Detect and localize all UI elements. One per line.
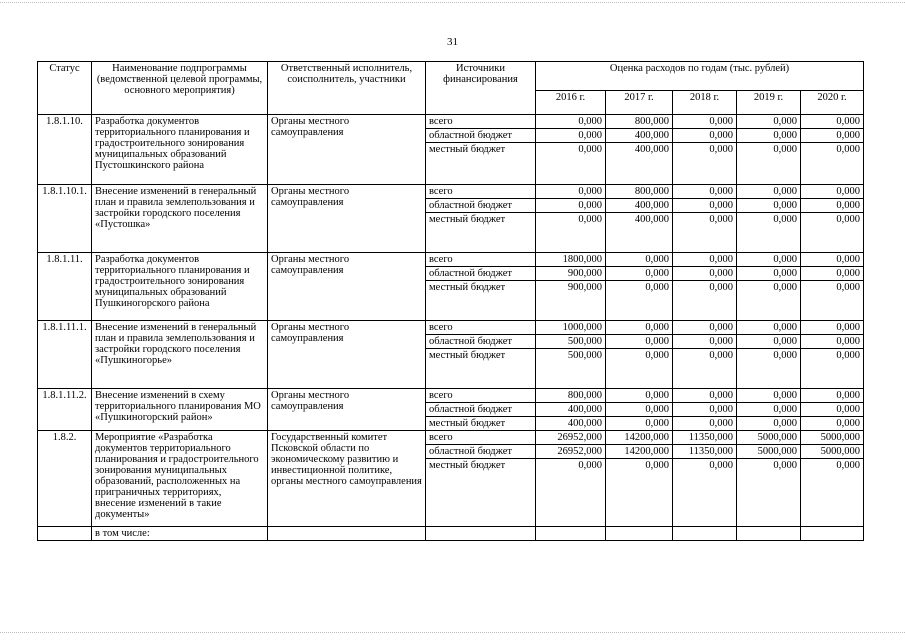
row-value: 900,000 <box>536 281 606 321</box>
row-value: 800,000 <box>536 389 606 403</box>
row-value: 0,000 <box>737 459 801 527</box>
page-number: 31 <box>447 36 458 48</box>
row-value: 0,000 <box>801 199 864 213</box>
row-value: 0,000 <box>673 417 737 431</box>
row-value: 0,000 <box>606 321 673 335</box>
row-value: 0,000 <box>606 389 673 403</box>
row-value: 0,000 <box>801 389 864 403</box>
row-source: областной бюджет <box>426 199 536 213</box>
row-value: 0,000 <box>737 389 801 403</box>
row-value: 0,000 <box>606 417 673 431</box>
table-body <box>38 115 864 541</box>
row-source: местный бюджет <box>426 459 536 527</box>
scan-top-edge <box>0 2 905 3</box>
row-value: 0,000 <box>801 321 864 335</box>
row-value: 0,000 <box>673 281 737 321</box>
row-source: местный бюджет <box>426 349 536 389</box>
row-executor: Органы местного самоуправления <box>268 185 426 253</box>
row-value: 0,000 <box>737 115 801 129</box>
table-row <box>38 253 864 267</box>
table-row <box>38 389 864 403</box>
row-value: 0,000 <box>801 185 864 199</box>
row-value: 0,000 <box>673 213 737 253</box>
row-value: 0,000 <box>801 115 864 129</box>
row-value: 0,000 <box>536 143 606 185</box>
row-value: 0,000 <box>606 253 673 267</box>
row-value: 0,000 <box>536 185 606 199</box>
row-name: Разработка документов территориального планирования и градостроительного зонирования муниципальных образований Пустошкинского района <box>92 115 268 185</box>
row-value: 0,000 <box>673 115 737 129</box>
header-year-2017: 2017 г. <box>606 90 673 114</box>
row-value: 0,000 <box>801 335 864 349</box>
row-value: 0,000 <box>801 349 864 389</box>
row-value: 0,000 <box>801 459 864 527</box>
row-value: 0,000 <box>737 267 801 281</box>
row-value: 0,000 <box>673 403 737 417</box>
header-sources: Источники финансирования <box>426 62 536 115</box>
empty-cell <box>606 527 673 541</box>
scan-bottom-edge <box>0 632 905 633</box>
header-name: Наименование подпрограммы (ведомственной целевой программы, основного мероприятия) <box>92 62 268 115</box>
row-value: 0,000 <box>737 335 801 349</box>
row-value: 400,000 <box>606 143 673 185</box>
row-value: 0,000 <box>673 459 737 527</box>
row-value: 0,000 <box>673 335 737 349</box>
row-value: 900,000 <box>536 267 606 281</box>
row-value: 26952,000 <box>536 431 606 445</box>
empty-cell <box>536 527 606 541</box>
row-value: 0,000 <box>801 281 864 321</box>
empty-cell <box>737 527 801 541</box>
row-value: 0,000 <box>536 459 606 527</box>
empty-cell <box>38 527 92 541</box>
row-value: 0,000 <box>536 199 606 213</box>
row-value: 0,000 <box>801 417 864 431</box>
table-row <box>38 115 864 129</box>
row-value: 0,000 <box>673 129 737 143</box>
row-value: 0,000 <box>801 129 864 143</box>
row-value: 0,000 <box>737 199 801 213</box>
row-source: областной бюджет <box>426 445 536 459</box>
row-value: 1800,000 <box>536 253 606 267</box>
row-value: 0,000 <box>801 403 864 417</box>
row-value: 14200,000 <box>606 445 673 459</box>
row-value: 0,000 <box>673 199 737 213</box>
row-value: 0,000 <box>606 281 673 321</box>
table-row <box>38 185 864 199</box>
row-value: 0,000 <box>673 321 737 335</box>
row-source: областной бюджет <box>426 129 536 143</box>
row-value: 0,000 <box>606 459 673 527</box>
header-executor: Ответственный исполнитель, соисполнитель, участники <box>268 62 426 115</box>
budget-table <box>37 61 864 541</box>
row-value: 5000,000 <box>801 445 864 459</box>
row-value: 0,000 <box>801 143 864 185</box>
row-executor: Органы местного самоуправления <box>268 253 426 321</box>
row-executor: Государственный комитет Псковской области по экономическому развитию и инвестиционной политике, органы местного самоуправления <box>268 431 426 527</box>
table-row <box>38 321 864 335</box>
row-source: всего <box>426 389 536 403</box>
row-value: 0,000 <box>737 253 801 267</box>
row-value: 0,000 <box>536 115 606 129</box>
row-value: 400,000 <box>606 213 673 253</box>
row-value: 0,000 <box>606 335 673 349</box>
row-name: Мероприятие «Разработка документов территориального планирования и градостроительного зонирования муниципальных образований, расположенных на приграничных территориях, внесение изменений в такие документы» <box>92 431 268 527</box>
row-value: 0,000 <box>606 403 673 417</box>
row-value: 0,000 <box>801 253 864 267</box>
row-value: 0,000 <box>536 129 606 143</box>
row-value: 0,000 <box>673 143 737 185</box>
row-value: 0,000 <box>673 389 737 403</box>
row-name: Внесение изменений в схему территориального планирования МО «Пушкиногорский район» <box>92 389 268 431</box>
row-source: областной бюджет <box>426 267 536 281</box>
row-source: всего <box>426 321 536 335</box>
empty-cell <box>426 527 536 541</box>
row-value: 0,000 <box>801 267 864 281</box>
row-value: 11350,000 <box>673 431 737 445</box>
table-row <box>38 431 864 445</box>
row-status: 1.8.1.11.2. <box>38 389 92 431</box>
row-value: 1000,000 <box>536 321 606 335</box>
header-year-2020: 2020 г. <box>801 90 864 114</box>
continuation-label: в том числе: <box>92 527 268 541</box>
row-name: Внесение изменений в генеральный план и правила землепользования и застройки городского поселения «Пушкиногорье» <box>92 321 268 389</box>
row-value: 0,000 <box>801 213 864 253</box>
row-name: Разработка документов территориального планирования и градостроительного зонирования муниципальных образований Пушкиногорского района <box>92 253 268 321</box>
row-value: 400,000 <box>606 199 673 213</box>
row-source: всего <box>426 253 536 267</box>
row-status: 1.8.1.11. <box>38 253 92 321</box>
header-year-2019: 2019 г. <box>737 90 801 114</box>
row-value: 800,000 <box>606 185 673 199</box>
row-value: 0,000 <box>737 349 801 389</box>
row-source: всего <box>426 115 536 129</box>
empty-cell <box>801 527 864 541</box>
row-value: 0,000 <box>673 185 737 199</box>
row-source: областной бюджет <box>426 403 536 417</box>
row-value: 11350,000 <box>673 445 737 459</box>
row-source: местный бюджет <box>426 143 536 185</box>
row-value: 0,000 <box>606 349 673 389</box>
row-value: 5000,000 <box>737 431 801 445</box>
row-source: местный бюджет <box>426 213 536 253</box>
row-value: 400,000 <box>606 129 673 143</box>
row-value: 400,000 <box>536 403 606 417</box>
row-status: 1.8.1.10.1. <box>38 185 92 253</box>
row-status: 1.8.2. <box>38 431 92 527</box>
row-source: всего <box>426 431 536 445</box>
row-executor: Органы местного самоуправления <box>268 389 426 431</box>
row-status: 1.8.1.10. <box>38 115 92 185</box>
row-value: 0,000 <box>737 143 801 185</box>
row-value: 0,000 <box>673 253 737 267</box>
row-value: 26952,000 <box>536 445 606 459</box>
row-value: 0,000 <box>673 267 737 281</box>
table-row-continuation <box>38 527 864 541</box>
row-value: 0,000 <box>737 417 801 431</box>
row-value: 0,000 <box>737 129 801 143</box>
header-estimate: Оценка расходов по годам (тыс. рублей) <box>536 62 864 91</box>
row-value: 800,000 <box>606 115 673 129</box>
row-value: 14200,000 <box>606 431 673 445</box>
row-value: 500,000 <box>536 349 606 389</box>
header-year-2018: 2018 г. <box>673 90 737 114</box>
row-value: 500,000 <box>536 335 606 349</box>
empty-cell <box>268 527 426 541</box>
row-value: 5000,000 <box>801 431 864 445</box>
row-value: 0,000 <box>536 213 606 253</box>
row-value: 0,000 <box>737 403 801 417</box>
row-value: 0,000 <box>737 213 801 253</box>
row-value: 0,000 <box>606 267 673 281</box>
row-value: 400,000 <box>536 417 606 431</box>
row-executor: Органы местного самоуправления <box>268 115 426 185</box>
empty-cell <box>673 527 737 541</box>
row-source: местный бюджет <box>426 281 536 321</box>
header-status: Статус <box>38 62 92 115</box>
row-executor: Органы местного самоуправления <box>268 321 426 389</box>
row-source: местный бюджет <box>426 417 536 431</box>
row-value: 0,000 <box>737 281 801 321</box>
row-value: 5000,000 <box>737 445 801 459</box>
row-status: 1.8.1.11.1. <box>38 321 92 389</box>
row-name: Внесение изменений в генеральный план и правила землепользования и застройки городского поселения «Пустошка» <box>92 185 268 253</box>
row-value: 0,000 <box>737 321 801 335</box>
row-value: 0,000 <box>737 185 801 199</box>
row-source: областной бюджет <box>426 335 536 349</box>
row-value: 0,000 <box>673 349 737 389</box>
row-source: всего <box>426 185 536 199</box>
header-year-2016: 2016 г. <box>536 90 606 114</box>
